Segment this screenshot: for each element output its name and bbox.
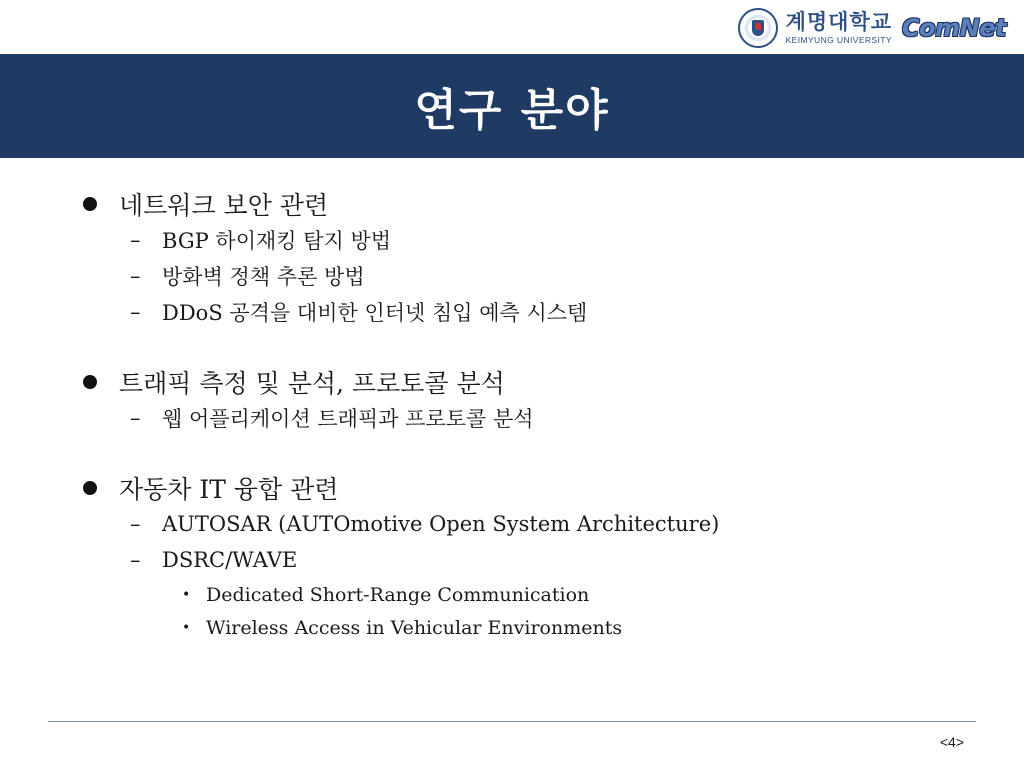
section-network-security xyxy=(82,186,982,330)
dash-icon: – xyxy=(130,228,141,252)
page-number: <4> xyxy=(939,734,964,750)
item-text: DSRC/WAVE xyxy=(162,548,298,572)
dash-icon: – xyxy=(130,406,141,430)
bullet-level2 xyxy=(82,506,982,542)
dash-icon: – xyxy=(130,264,141,288)
title-bar xyxy=(0,54,1024,158)
footer-divider xyxy=(48,721,976,722)
bullet-level1 xyxy=(82,186,982,222)
bullet-icon xyxy=(83,375,97,389)
dash-icon: – xyxy=(130,300,141,324)
section-heading: 자동차 IT 융합 관련 xyxy=(119,475,339,504)
bullet-icon xyxy=(83,197,97,211)
header-logos xyxy=(738,6,1006,50)
bullet-level1 xyxy=(82,470,982,506)
bullet-level3 xyxy=(82,611,982,644)
small-bullet-icon: • xyxy=(182,586,191,603)
bullet-level2 xyxy=(82,400,982,436)
university-name-english: KEIMYUNG UNIVERSITY xyxy=(785,34,892,45)
item-text: AUTOSAR (AUTOmotive Open System Architecture) xyxy=(162,512,720,536)
item-text: DDoS 공격을 대비한 인터넷 침입 예측 시스템 xyxy=(162,301,588,325)
bullet-level1 xyxy=(82,364,982,400)
section-heading: 트래픽 측정 및 분석, 프로토콜 분석 xyxy=(119,369,505,398)
item-text: BGP 하이재킹 탐지 방법 xyxy=(162,229,392,253)
item-text: 웹 어플리케이션 트래픽과 프로토콜 분석 xyxy=(162,407,534,431)
university-seal-icon xyxy=(738,8,778,48)
bullet-level2 xyxy=(82,294,982,330)
bullet-level3 xyxy=(82,578,982,611)
small-bullet-icon: • xyxy=(182,619,191,636)
comnet-logo: ComNet xyxy=(902,14,1006,42)
university-logo xyxy=(785,9,893,45)
bullet-level2 xyxy=(82,222,982,258)
slide-content xyxy=(82,186,982,644)
subitem-text: Dedicated Short-Range Communication xyxy=(206,583,590,606)
section-automotive-it xyxy=(82,470,982,644)
section-heading: 네트워크 보안 관련 xyxy=(119,191,329,220)
section-traffic-analysis xyxy=(82,364,982,436)
item-text: 방화벽 정책 추론 방법 xyxy=(162,265,365,289)
bullet-level2 xyxy=(82,542,982,578)
slide-title: 연구 분야 xyxy=(414,85,610,136)
dash-icon: – xyxy=(130,512,141,536)
subitem-text: Wireless Access in Vehicular Environments xyxy=(206,616,623,639)
university-name-korean: 계명대학교 xyxy=(785,9,893,34)
dash-icon: – xyxy=(130,548,141,572)
bullet-level2 xyxy=(82,258,982,294)
bullet-icon xyxy=(83,481,97,495)
